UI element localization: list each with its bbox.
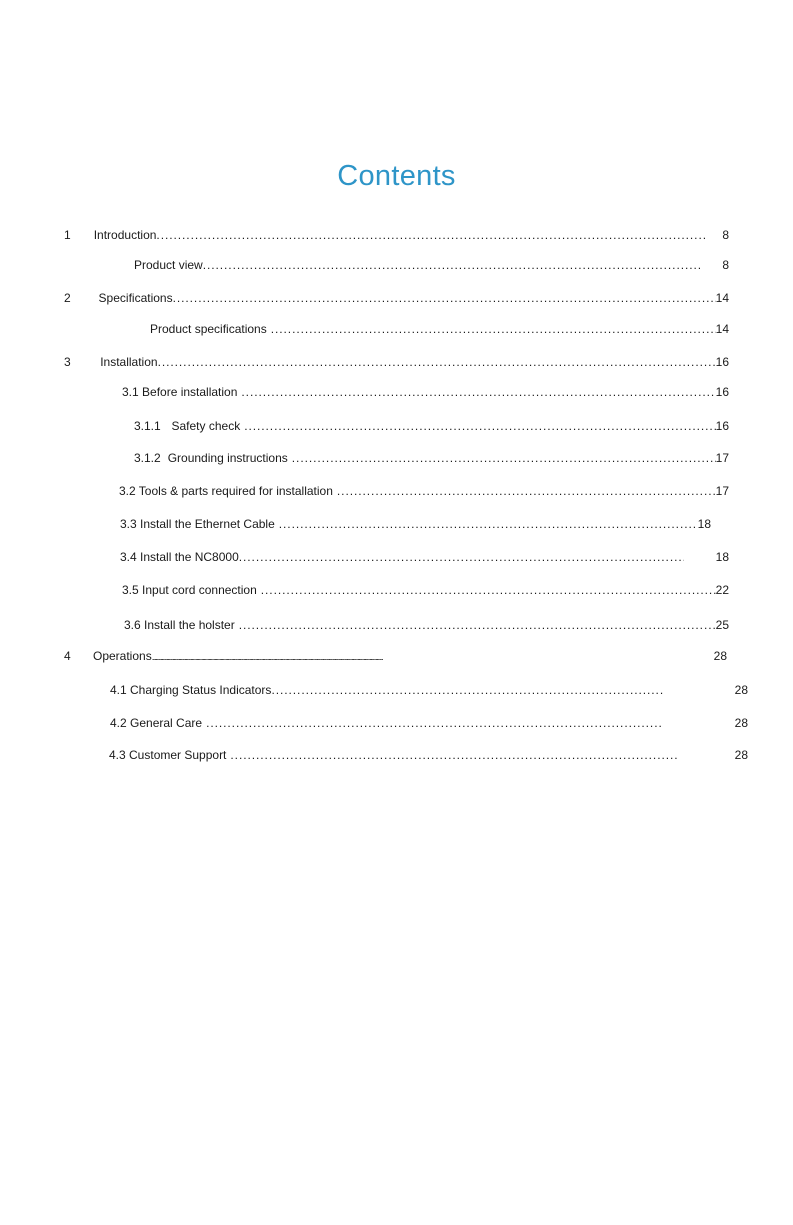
toc-entry-label: Specifications (98, 291, 173, 305)
toc-entry-number: 3.1.2 (134, 451, 161, 465)
toc-leader-dots (261, 581, 716, 599)
toc-entry-install-ethernet-cable[interactable] (120, 515, 711, 533)
toc-entry-page: 16 (715, 385, 729, 399)
toc-entry-page: 18 (697, 517, 711, 531)
toc-entry-page: 16 (715, 419, 729, 433)
toc-entry-installation[interactable] (64, 353, 729, 371)
toc-entry-install-holster[interactable] (124, 616, 729, 634)
toc-entry-install-nc8000[interactable] (120, 548, 729, 566)
toc-entry-customer-support[interactable] (109, 746, 748, 764)
toc-entry-page: 16 (715, 355, 729, 369)
toc-entry-label: 4.3 Customer Support (109, 748, 227, 762)
toc-entry-page: 14 (715, 322, 729, 336)
toc-leader-dots (337, 482, 716, 500)
page-title: Contents (337, 160, 456, 192)
toc-entry-number: 1 (64, 228, 71, 242)
toc-entry-grounding-instructions[interactable] (134, 449, 729, 467)
toc-entry-page: 17 (715, 484, 729, 498)
toc-entry-page: 8 (722, 228, 729, 242)
toc-entry-tools-parts[interactable] (119, 482, 729, 500)
toc-entry-label: Introduction (93, 228, 157, 242)
toc-leader-dots (173, 289, 716, 307)
toc-entry-page: 18 (715, 550, 729, 564)
toc-entry-label: Grounding instructions (167, 451, 288, 465)
toc-entry-label: Installation (100, 355, 158, 369)
toc-entry-number: 4 (64, 649, 71, 663)
toc-entry-label: Operations (93, 649, 152, 663)
toc-entry-before-installation[interactable] (122, 383, 729, 401)
toc-entry-label: 3.4 Install the NC8000 (120, 550, 239, 564)
toc-entry-page: 28 (734, 683, 748, 697)
toc-entry-label: 3.5 Input cord connection (122, 583, 257, 597)
toc-entry-page: 17 (715, 451, 729, 465)
toc-leader-dots (271, 320, 716, 338)
toc-entry-general-care[interactable] (110, 714, 748, 732)
toc-leader-dots (244, 417, 715, 435)
toc-entry-page: 28 (734, 716, 748, 730)
toc-entry-number: 2 (64, 291, 71, 305)
toc-leader-dots (239, 616, 716, 634)
toc-leader-dots (239, 548, 684, 566)
toc-entry-label: Safety check (171, 419, 241, 433)
toc-entry-label: 3.6 Install the holster (124, 618, 235, 632)
toc-entry-specifications[interactable] (64, 289, 729, 307)
toc-entry-safety-check[interactable] (134, 417, 729, 435)
toc-entry-page: 8 (722, 258, 729, 272)
toc-entry-input-cord-connection[interactable] (122, 581, 729, 599)
toc-leader-dots (241, 383, 715, 401)
toc-entry-label: 3.2 Tools & parts required for installation (119, 484, 333, 498)
toc-leader-dots (203, 256, 703, 274)
toc-entry-product-specifications[interactable] (150, 320, 729, 338)
toc-entry-label: 4.1 Charging Status Indicators (110, 683, 272, 697)
toc-entry-label: 3.1 Before installation (122, 385, 238, 399)
toc-entry-charging-status-indicators[interactable] (110, 681, 748, 699)
toc-entry-product-view[interactable] (134, 256, 729, 274)
toc-leader-dots (158, 353, 716, 371)
toc-entry-page: 25 (715, 618, 729, 632)
toc-leader-dots (152, 647, 714, 665)
toc-entry-page: 14 (715, 291, 729, 305)
toc-leader-dots (206, 714, 663, 732)
toc-leader-dots (156, 226, 708, 244)
toc-leader-dots (230, 746, 676, 764)
toc-leader-dots (279, 515, 698, 533)
toc-entry-introduction[interactable] (64, 226, 729, 244)
toc-entry-label: 4.2 General Care (110, 716, 203, 730)
toc-entry-number: 3.1.1 (134, 419, 161, 433)
toc-entry-label: Product view (134, 258, 203, 272)
toc-entry-number: 3 (64, 355, 71, 369)
toc-entry-label: Product specifications (150, 322, 267, 336)
toc-entry-label: 3.3 Install the Ethernet Cable (120, 517, 275, 531)
toc-entry-page: 28 (734, 748, 748, 762)
toc-entry-page: 22 (715, 583, 729, 597)
toc-entry-operations[interactable] (64, 647, 727, 665)
toc-entry-page: 28 (713, 649, 727, 663)
toc-leader-dots (292, 449, 716, 467)
toc-leader-dots (271, 681, 664, 699)
